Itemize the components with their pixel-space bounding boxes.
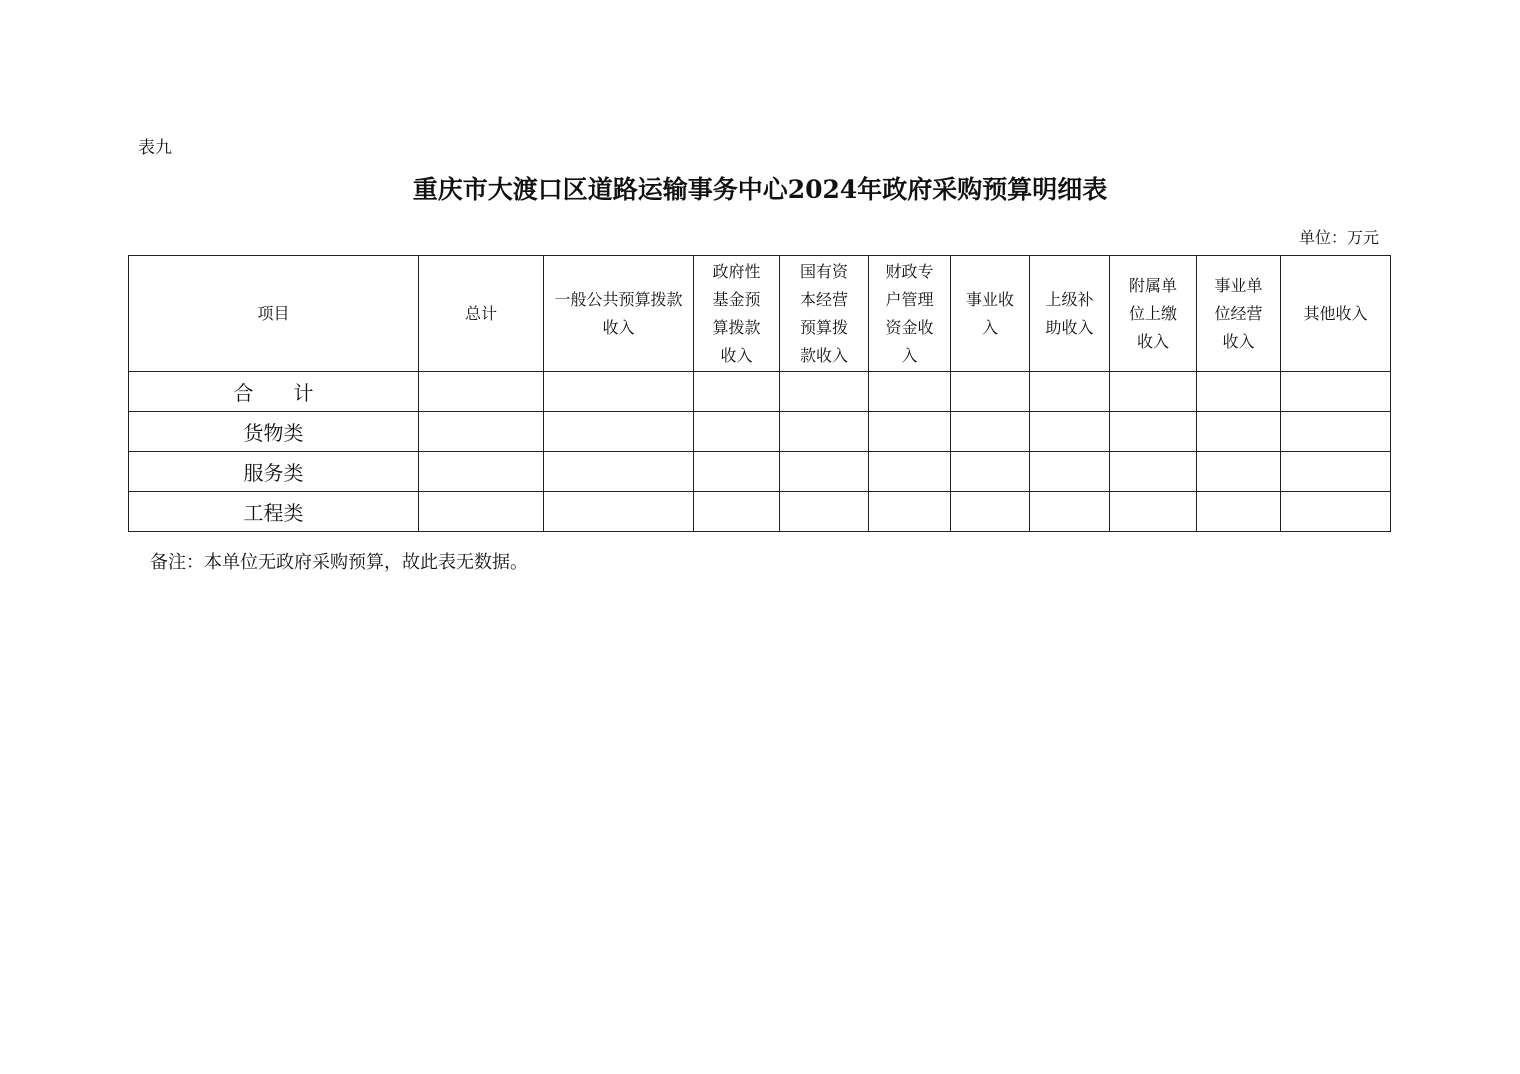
table-cell bbox=[1030, 452, 1110, 492]
table-cell bbox=[1281, 452, 1391, 492]
table-cell bbox=[1197, 412, 1281, 452]
table-cell bbox=[1030, 412, 1110, 452]
column-header-other-income: 其他收入 bbox=[1281, 256, 1391, 372]
column-header-subsidiary-remit: 附属单位上缴收入 bbox=[1110, 256, 1197, 372]
column-header-business-income: 事业收入 bbox=[951, 256, 1030, 372]
column-header-fiscal-account: 财政专户管理资金收入 bbox=[869, 256, 951, 372]
table-cell bbox=[694, 372, 780, 412]
row-label: 货物类 bbox=[129, 412, 419, 452]
table-cell bbox=[780, 372, 869, 412]
column-header-item: 项目 bbox=[129, 256, 419, 372]
table-cell bbox=[869, 412, 951, 452]
table-cell bbox=[694, 452, 780, 492]
row-label: 合 计 bbox=[129, 372, 419, 412]
column-header-general-budget: 一般公共预算拨款收入 bbox=[544, 256, 694, 372]
table-cell bbox=[544, 492, 694, 532]
table-cell bbox=[951, 492, 1030, 532]
column-header-unit-operation: 事业单位经营收入 bbox=[1197, 256, 1281, 372]
table-row bbox=[129, 372, 1391, 412]
footnote: 备注：本单位无政府采购预算，故此表无数据。 bbox=[150, 552, 528, 573]
table-cell bbox=[1197, 452, 1281, 492]
table-row bbox=[129, 452, 1391, 492]
table-cell bbox=[1110, 412, 1197, 452]
table-row bbox=[129, 412, 1391, 452]
table-cell bbox=[419, 372, 544, 412]
page-title: 重庆市大渡口区道路运输事务中心2024年政府采购预算明细表 bbox=[412, 175, 1108, 204]
table-cell bbox=[1281, 372, 1391, 412]
table-cell bbox=[544, 372, 694, 412]
table-header-row bbox=[129, 256, 1391, 372]
table-cell bbox=[780, 492, 869, 532]
table-cell bbox=[694, 412, 780, 452]
table-cell bbox=[419, 452, 544, 492]
row-label: 服务类 bbox=[129, 452, 419, 492]
unit-label: 单位：万元 bbox=[1298, 228, 1379, 247]
table-cell bbox=[544, 452, 694, 492]
column-header-state-capital: 国有资本经营预算拨款收入 bbox=[780, 256, 869, 372]
table-cell bbox=[869, 452, 951, 492]
table-cell bbox=[1030, 492, 1110, 532]
procurement-budget-table bbox=[128, 255, 1391, 532]
table-cell bbox=[951, 452, 1030, 492]
table-cell bbox=[1110, 372, 1197, 412]
table-cell bbox=[869, 372, 951, 412]
table-cell bbox=[951, 412, 1030, 452]
table-cell bbox=[419, 492, 544, 532]
column-header-gov-fund: 政府性基金预算拨款收入 bbox=[694, 256, 780, 372]
table-row bbox=[129, 492, 1391, 532]
column-header-total: 总计 bbox=[419, 256, 544, 372]
table-cell bbox=[1197, 372, 1281, 412]
table-cell bbox=[419, 412, 544, 452]
table-cell bbox=[1281, 492, 1391, 532]
column-header-superior-subsidy: 上级补助收入 bbox=[1030, 256, 1110, 372]
table-cell bbox=[780, 412, 869, 452]
row-label: 工程类 bbox=[129, 492, 419, 532]
table-cell bbox=[869, 492, 951, 532]
table-cell bbox=[780, 452, 869, 492]
table-cell bbox=[1110, 452, 1197, 492]
table-cell bbox=[544, 412, 694, 452]
table-cell bbox=[1281, 412, 1391, 452]
table-cell bbox=[1030, 372, 1110, 412]
table-cell bbox=[951, 372, 1030, 412]
table-cell bbox=[694, 492, 780, 532]
table-number: 表九 bbox=[138, 138, 172, 158]
table-cell bbox=[1110, 492, 1197, 532]
table-cell bbox=[1197, 492, 1281, 532]
